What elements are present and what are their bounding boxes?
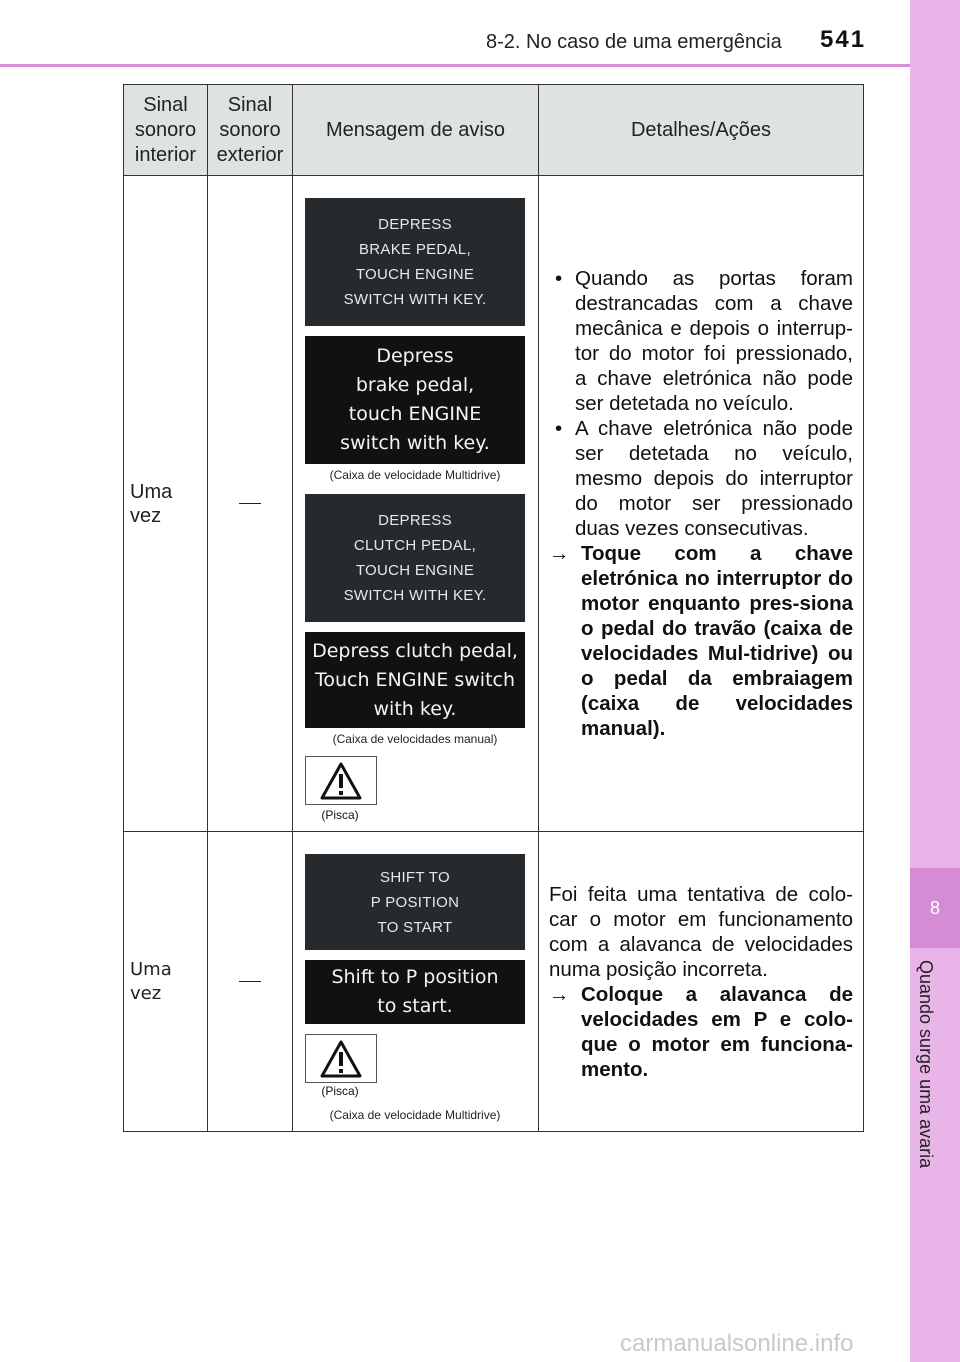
dash-mark: [239, 503, 261, 505]
display-caption: (Caixa de velocidade Multidrive): [329, 1108, 501, 1122]
exterior-signal-cell: [208, 832, 293, 1132]
display-message: Shift to P position to start.: [305, 960, 525, 1024]
detail-bullet: • Quando as portas foram destrancadas com a chave mecânica e depois o interrup-tor do motor foi pressionado, a chave eletrónica não pode ser detetada no veículo.: [555, 267, 853, 415]
col-header-exterior: Sinal sonoro exterior: [208, 85, 293, 176]
section-title: 8-2. No caso de uma emergência: [486, 31, 782, 53]
table-header-row: [124, 85, 864, 176]
col-header-interior: Sinal sonoro interior: [124, 85, 208, 176]
watermark: carmanualsonline.info: [620, 1330, 854, 1357]
header-divider: [0, 64, 910, 67]
warning-caption: (Pisca): [321, 1084, 359, 1098]
display-caption: (Caixa de velocidade Multidrive): [329, 468, 501, 482]
warning-triangle-icon: [305, 756, 377, 805]
warning-table: [123, 84, 864, 1132]
chapter-title: Quando surge uma avaria: [916, 960, 936, 1169]
display-message: SHIFT TO P POSITION TO START: [305, 854, 525, 950]
warning-triangle-icon: [305, 1034, 377, 1083]
display-message: DEPRESS BRAKE PEDAL, TOUCH ENGINE SWITCH WITH KEY.: [305, 198, 525, 326]
table-row: [124, 832, 864, 1132]
col-header-message: Mensagem de aviso: [293, 85, 539, 176]
detail-bullet: • A chave eletrónica não pode ser detetada no veículo, mesmo depois do interruptor do motor ser pressionado duas vezes consecutivas.: [555, 417, 853, 540]
details-cell: [539, 176, 864, 832]
display-message: Depress brake pedal, touch ENGINE switch with key.: [305, 336, 525, 464]
page-number: 541: [820, 26, 867, 53]
warning-caption: (Pisca): [321, 808, 359, 822]
detail-text: Foi feita uma tentativa de colo-car o motor em funcionamento com a alavanca de velocidades numa posição incorreta.: [549, 882, 853, 981]
display-message: DEPRESS CLUTCH PEDAL, TOUCH ENGINE SWITCH WITH KEY.: [305, 494, 525, 622]
display-message: Depress clutch pedal, Touch ENGINE switch with key.: [305, 632, 525, 728]
col-header-details: Detalhes/Ações: [539, 85, 864, 176]
detail-action: → Coloque a alavanca de velocidades em P e colo-que o motor em funciona-mento.: [549, 982, 853, 1081]
interior-signal-cell: Uma vez: [124, 176, 208, 832]
exterior-signal-cell: [208, 176, 293, 832]
dash-mark: [239, 981, 261, 983]
interior-signal-cell: Uma vez: [124, 832, 208, 1132]
arrow-icon: →: [549, 982, 570, 1006]
arrow-icon: →: [549, 542, 570, 565]
detail-action: → Toque com a chave eletrónica no interruptor do motor enquanto pres-siona o pedal do travão (caixa de velocidades Mul-tidrive) ou o pedal da embraiagem (caixa de velocidades manual).: [549, 542, 853, 740]
display-caption: (Caixa de velocidades manual): [332, 732, 498, 746]
chapter-number: 8: [910, 868, 960, 948]
details-cell: [539, 832, 864, 1132]
message-cell: [293, 176, 539, 832]
message-cell: [293, 832, 539, 1132]
table-row: [124, 176, 864, 832]
